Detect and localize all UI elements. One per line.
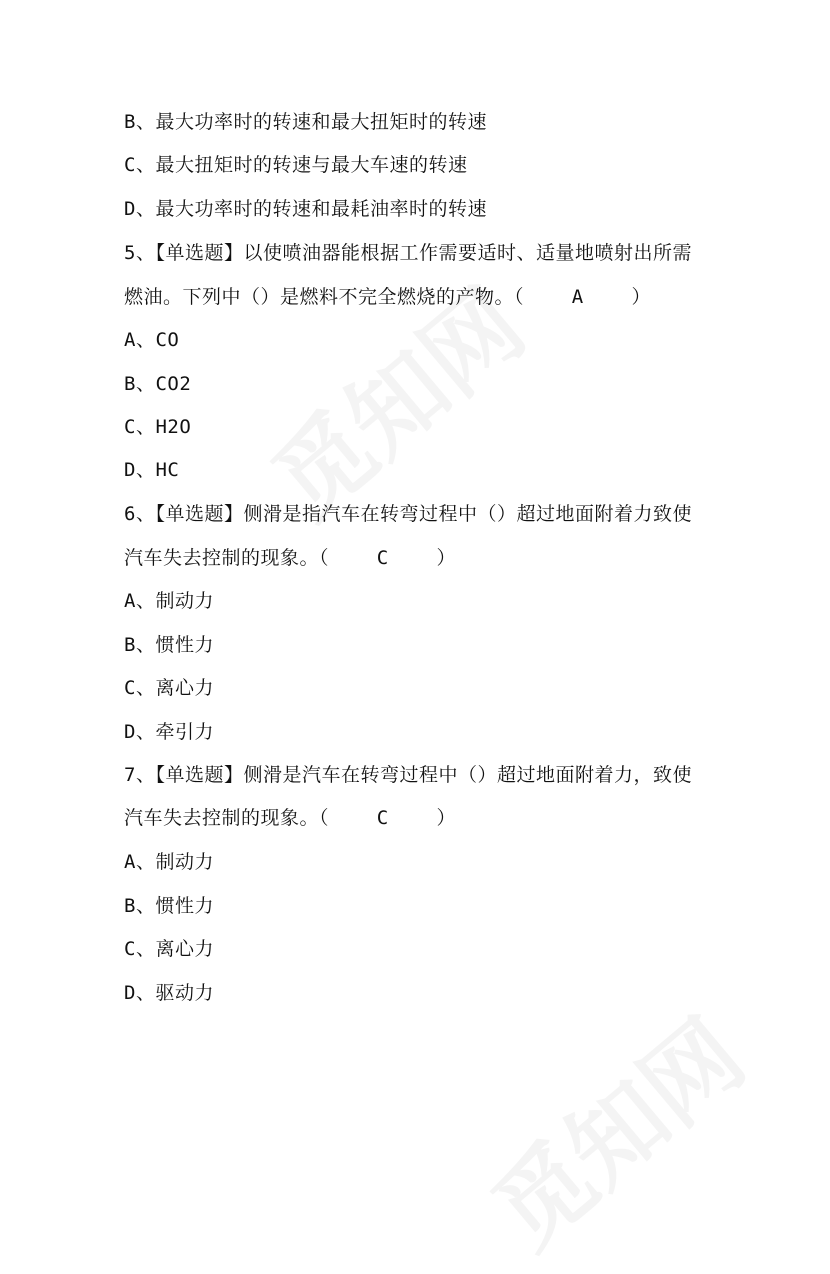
question-5-line-2: 燃油。下列中（）是燃料不完全燃烧的产物。（ A ） [124,286,651,308]
question-7-line-2: 汽车失去控制的现象。（ C ） [124,807,456,829]
option-b-q6: B、惯性力 [124,634,214,656]
option-a-q7: A、制动力 [124,851,214,873]
watermark-bottom [460,983,769,1273]
question-5-line-1: 5、【单选题】以使喷油器能根据工作需要适时、适量地喷射出所需 [124,242,692,264]
option-c-q6: C、离心力 [124,677,214,699]
option-a-q6: A、制动力 [124,590,214,612]
option-c-q5: C、H2O [124,416,192,438]
question-6-line-1: 6、【单选题】侧滑是指汽车在转弯过程中（）超过地面附着力致使 [124,503,692,525]
option-b-q7: B、惯性力 [124,895,214,917]
option-d-q7: D、驱动力 [124,982,214,1004]
option-b-q4: B、最大功率时的转速和最大扭矩时的转速 [124,111,487,133]
option-c-q4: C、最大扭矩时的转速与最大车速的转速 [124,154,468,176]
option-d-q5: D、HC [124,459,180,481]
question-7-line-1: 7、【单选题】侧滑是汽车在转弯过程中（）超过地面附着力，致使 [124,764,692,786]
question-6-line-2: 汽车失去控制的现象。（ C ） [124,547,456,569]
option-c-q7: C、离心力 [124,938,214,960]
option-d-q4: D、最大功率时的转速和最耗油率时的转速 [124,198,487,220]
option-b-q5: B、CO2 [124,373,192,395]
option-a-q5: A、CO [124,329,180,351]
option-d-q6: D、牵引力 [124,721,214,743]
